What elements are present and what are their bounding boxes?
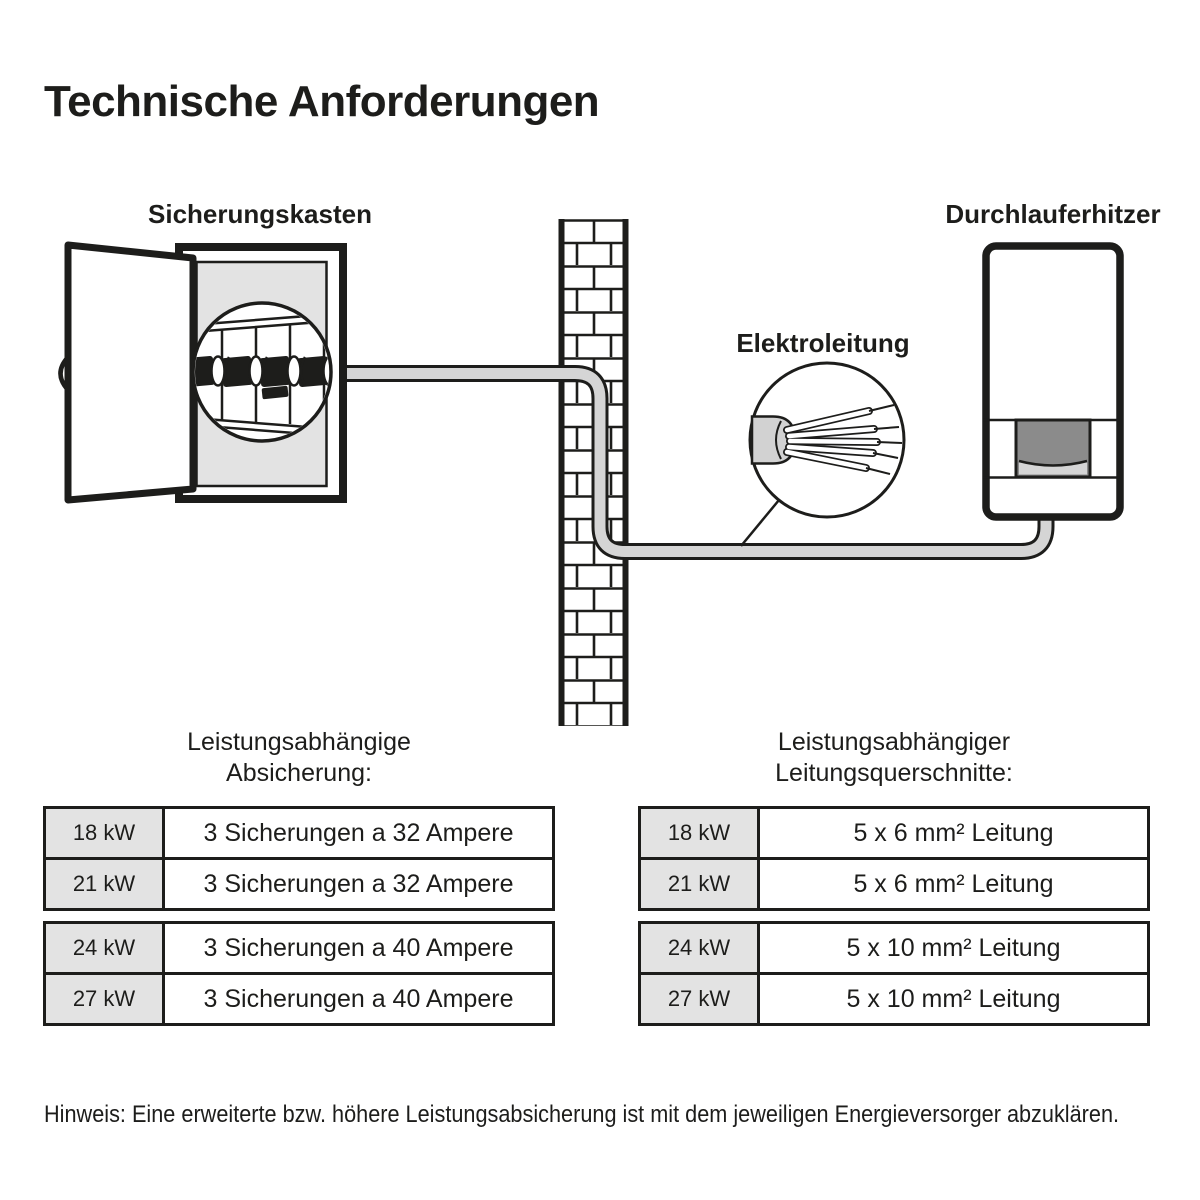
power-cable-illustration: [344, 374, 1046, 552]
fuse-table-heading-line2: Absicherung:: [226, 759, 372, 787]
page-title: Technische Anforderungen: [44, 77, 600, 126]
water-heater-label: Durchlauferhitzer: [945, 199, 1161, 229]
fuse-table-group-1: [43, 806, 555, 911]
cable-table-heading-line2: Leitungsquerschnitte:: [775, 759, 1013, 787]
value-cell: 5 x 10 mm² Leitung: [846, 984, 1061, 1013]
cable-table-group-1: [638, 806, 1150, 911]
value-cell: 3 Sicherungen a 32 Ampere: [203, 869, 514, 898]
cable-table-group-2: [638, 921, 1150, 1026]
power-cell: 18 kW: [46, 809, 165, 857]
power-cell: 21 kW: [641, 860, 760, 908]
table-row: [46, 809, 552, 857]
table-row: [46, 972, 552, 1023]
value-cell: 5 x 10 mm² Leitung: [846, 933, 1061, 962]
power-cell: 27 kW: [46, 975, 165, 1023]
power-cell: 24 kW: [641, 924, 760, 972]
fuse-box-illustration: [61, 245, 365, 500]
water-heater-illustration: [983, 246, 1120, 517]
power-cell: 27 kW: [641, 975, 760, 1023]
fuse-box-door: [68, 245, 193, 500]
value-cell: 3 Sicherungen a 40 Ampere: [203, 984, 514, 1013]
cable-detail-illustration: [741, 363, 904, 546]
power-cell: 21 kW: [46, 860, 165, 908]
fuse-table-group-2: [43, 921, 555, 1026]
table-row: [46, 857, 552, 908]
cable-label: Elektroleitung: [736, 328, 910, 358]
fuse-table-heading-line1: Leistungsabhängige: [187, 728, 411, 756]
table-row: [641, 809, 1147, 857]
footnote: Hinweis: Eine erweiterte bzw. höhere Leistungsabsicherung ist mit dem jeweiligen Energieversorger abzuklären.: [44, 1101, 1120, 1128]
value-cell: 5 x 6 mm² Leitung: [853, 869, 1054, 898]
cable-table-heading-line1: Leistungsabhängiger: [777, 728, 1011, 756]
table-row: [641, 857, 1147, 908]
fuse-box-label: Sicherungskasten: [148, 199, 372, 229]
value-cell: 3 Sicherungen a 32 Ampere: [203, 818, 514, 847]
cable-table-heading: [694, 727, 1094, 789]
table-row: [641, 924, 1147, 972]
value-cell: 3 Sicherungen a 40 Ampere: [203, 933, 514, 962]
power-cell: 18 kW: [641, 809, 760, 857]
power-cell: 24 kW: [46, 924, 165, 972]
fuse-table-heading: [99, 727, 499, 789]
table-row: [46, 924, 552, 972]
table-row: [641, 972, 1147, 1023]
value-cell: 5 x 6 mm² Leitung: [853, 818, 1054, 847]
